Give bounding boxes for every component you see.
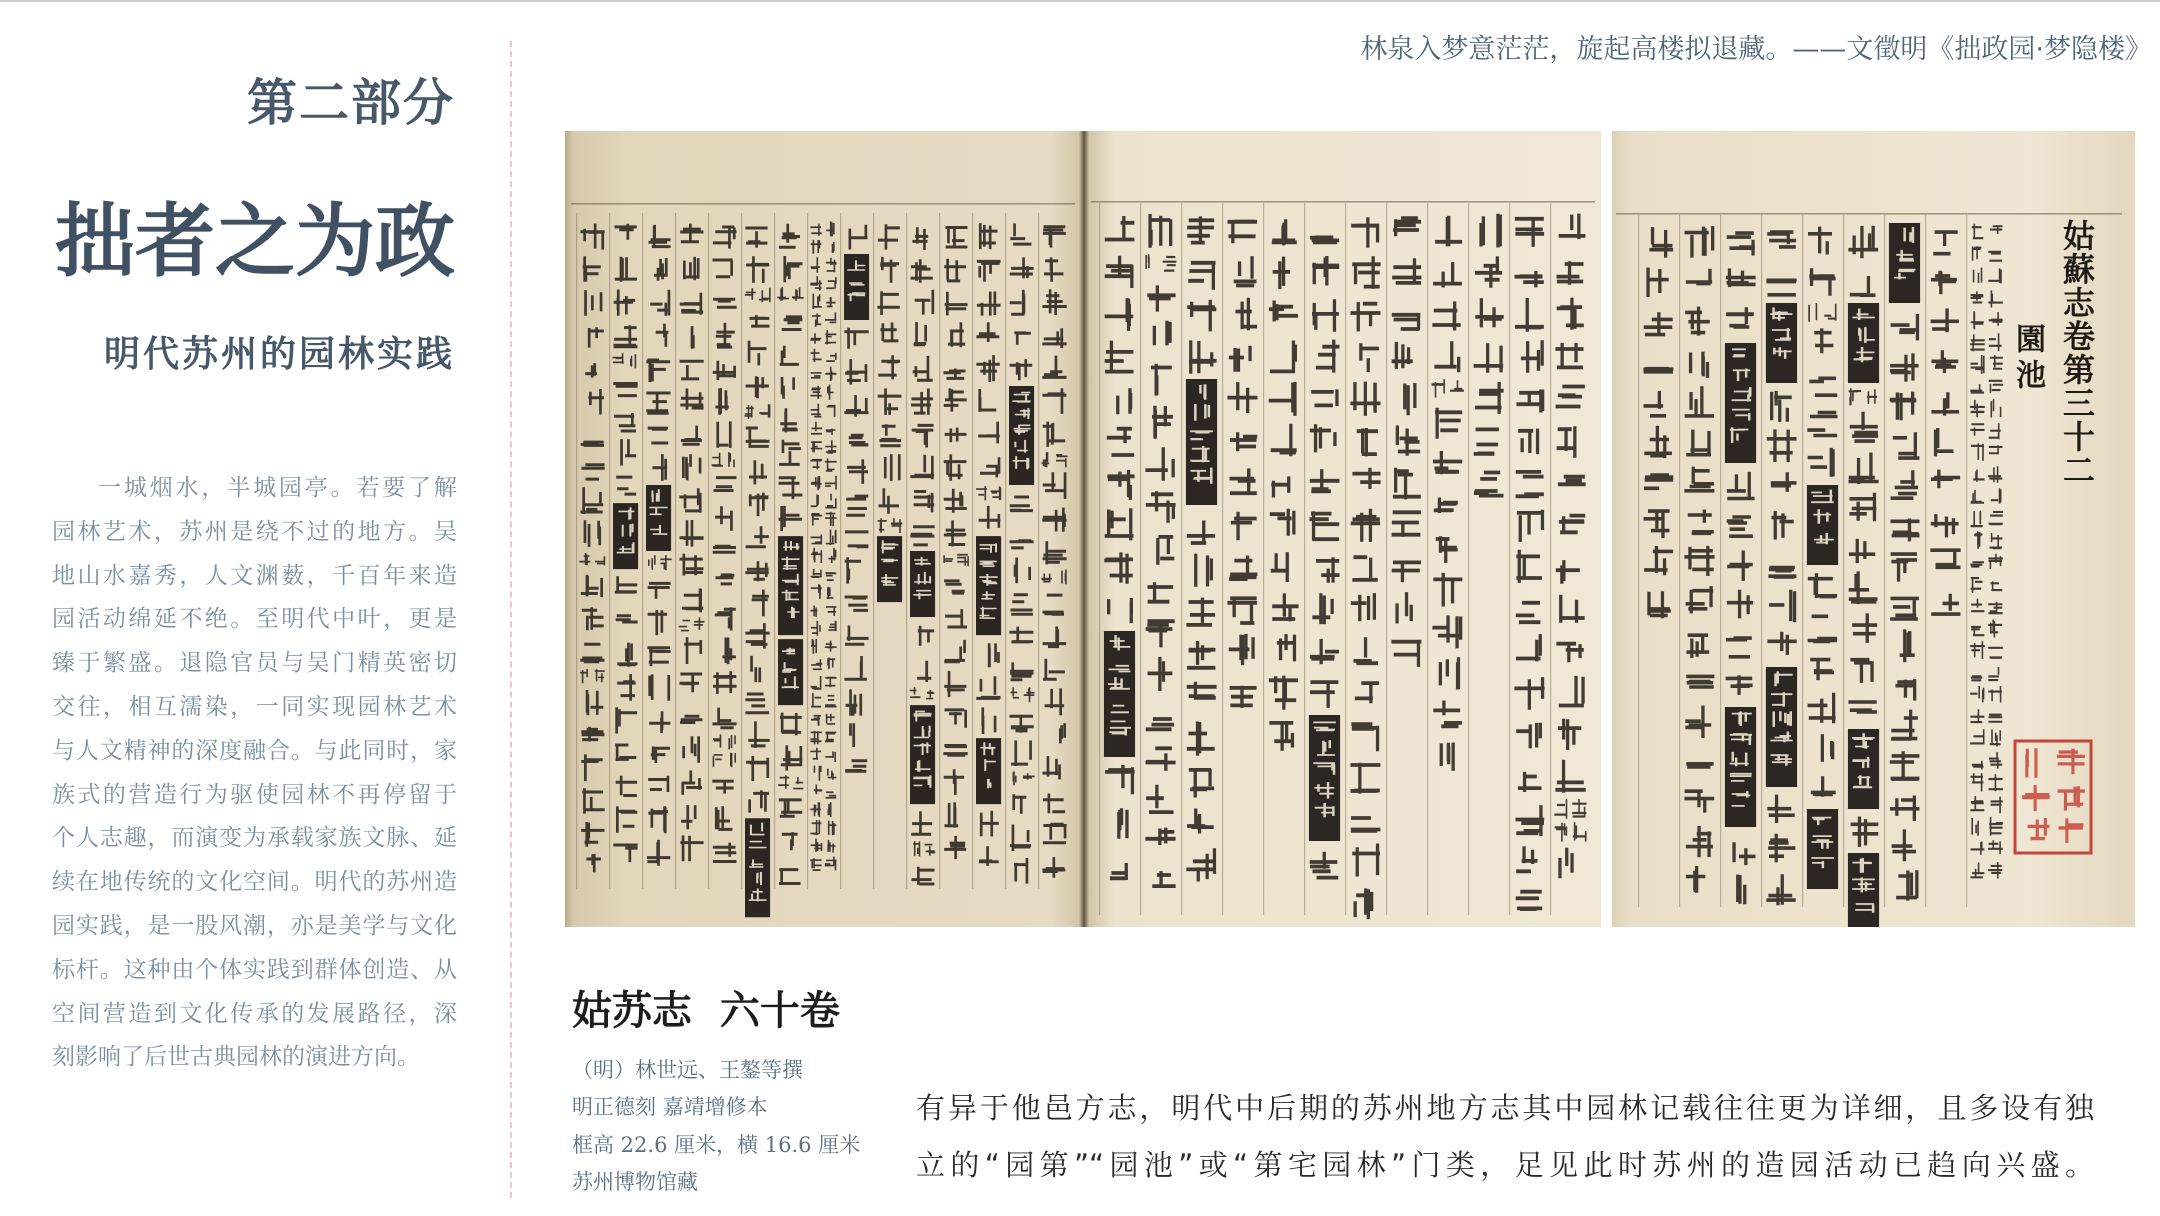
intro-line: 园林艺术，苏州是绕不过的地方。吴 <box>52 518 457 545</box>
volume-title: 姑蘇志卷第三十二 <box>2058 219 2096 487</box>
chapter-heading: 園池 <box>2010 323 2045 395</box>
intro-line: 交往，相互濡染，一同实现园林艺术 <box>52 693 457 720</box>
caption-dimensions: 框高 22.6 厘米，横 16.6 厘米 <box>572 1132 861 1157</box>
intro-line: 续在地传统的文化空间。明代的苏州造 <box>52 869 457 896</box>
epigraph-quote: 林泉入梦意茫茫，旋起高楼拟退藏。——文徵明《拙政园·梦隐楼》 <box>1360 34 2152 65</box>
description-line: 立的“园第”“园池”或“第宅园林”门类，足见此时苏州的造园活动已趋向兴盛。 <box>916 1148 2094 1182</box>
intro-line: 园活动绵延不绝。至明代中叶，更是 <box>52 606 457 633</box>
book-scan-right-page <box>1612 131 2135 927</box>
caption-author: （明）林世远、王鏊等撰 <box>572 1058 803 1082</box>
intro-line: 个人志趣，而演变为承载家族文脉、延 <box>52 825 457 852</box>
intro-line: 园实践，是一股风潮，亦是美学与文化 <box>52 912 457 939</box>
dashed-divider <box>510 41 512 1198</box>
intro-line: 标杆。这种由个体实践到群体创造、从 <box>52 956 457 983</box>
section-title: 拙者之为政 <box>55 194 455 288</box>
paper-background <box>565 131 1601 927</box>
intro-line: 臻于繁盛。退隐官员与吴门精英密切 <box>52 650 457 677</box>
section-number: 第二部分 <box>247 73 455 132</box>
book-scan-left-spread <box>565 131 1601 927</box>
intro-line: 族式的营造行为驱使园林不再停留于 <box>52 781 457 808</box>
book-scan-left-image <box>565 131 1601 927</box>
caption-title: 姑苏志 六十卷 <box>572 987 840 1034</box>
page-border-rule <box>1091 201 1595 203</box>
intro-line: 与人文精神的深度融合。与此同时，家 <box>52 737 457 764</box>
intro-line: 空间营造到文化传承的发展路径，深 <box>52 1000 457 1027</box>
caption-edition: 明正德刻 嘉靖增修本 <box>572 1095 768 1120</box>
description-paragraph <box>916 1080 2094 1194</box>
intro-line: 一城烟水，半城园亭。若要了解 <box>98 475 457 501</box>
intro-paragraph <box>52 467 457 1080</box>
intro-line: 地山水嘉秀，人文渊薮，千百年来造 <box>52 562 457 589</box>
page-border-rule <box>571 203 1075 205</box>
description-line: 有异于他邑方志，明代中后期的苏州地方志其中园林记载往往更为详细，且多设有独 <box>916 1091 2094 1125</box>
caption-details <box>572 1052 860 1201</box>
intro-line: 刻影响了后世古典园林的演进方向。 <box>52 1044 420 1071</box>
top-border <box>0 0 2160 2</box>
page-border-rule <box>1616 213 2122 215</box>
section-subtitle: 明代苏州的园林实践 <box>103 333 455 375</box>
caption-collection: 苏州博物馆藏 <box>572 1169 698 1194</box>
